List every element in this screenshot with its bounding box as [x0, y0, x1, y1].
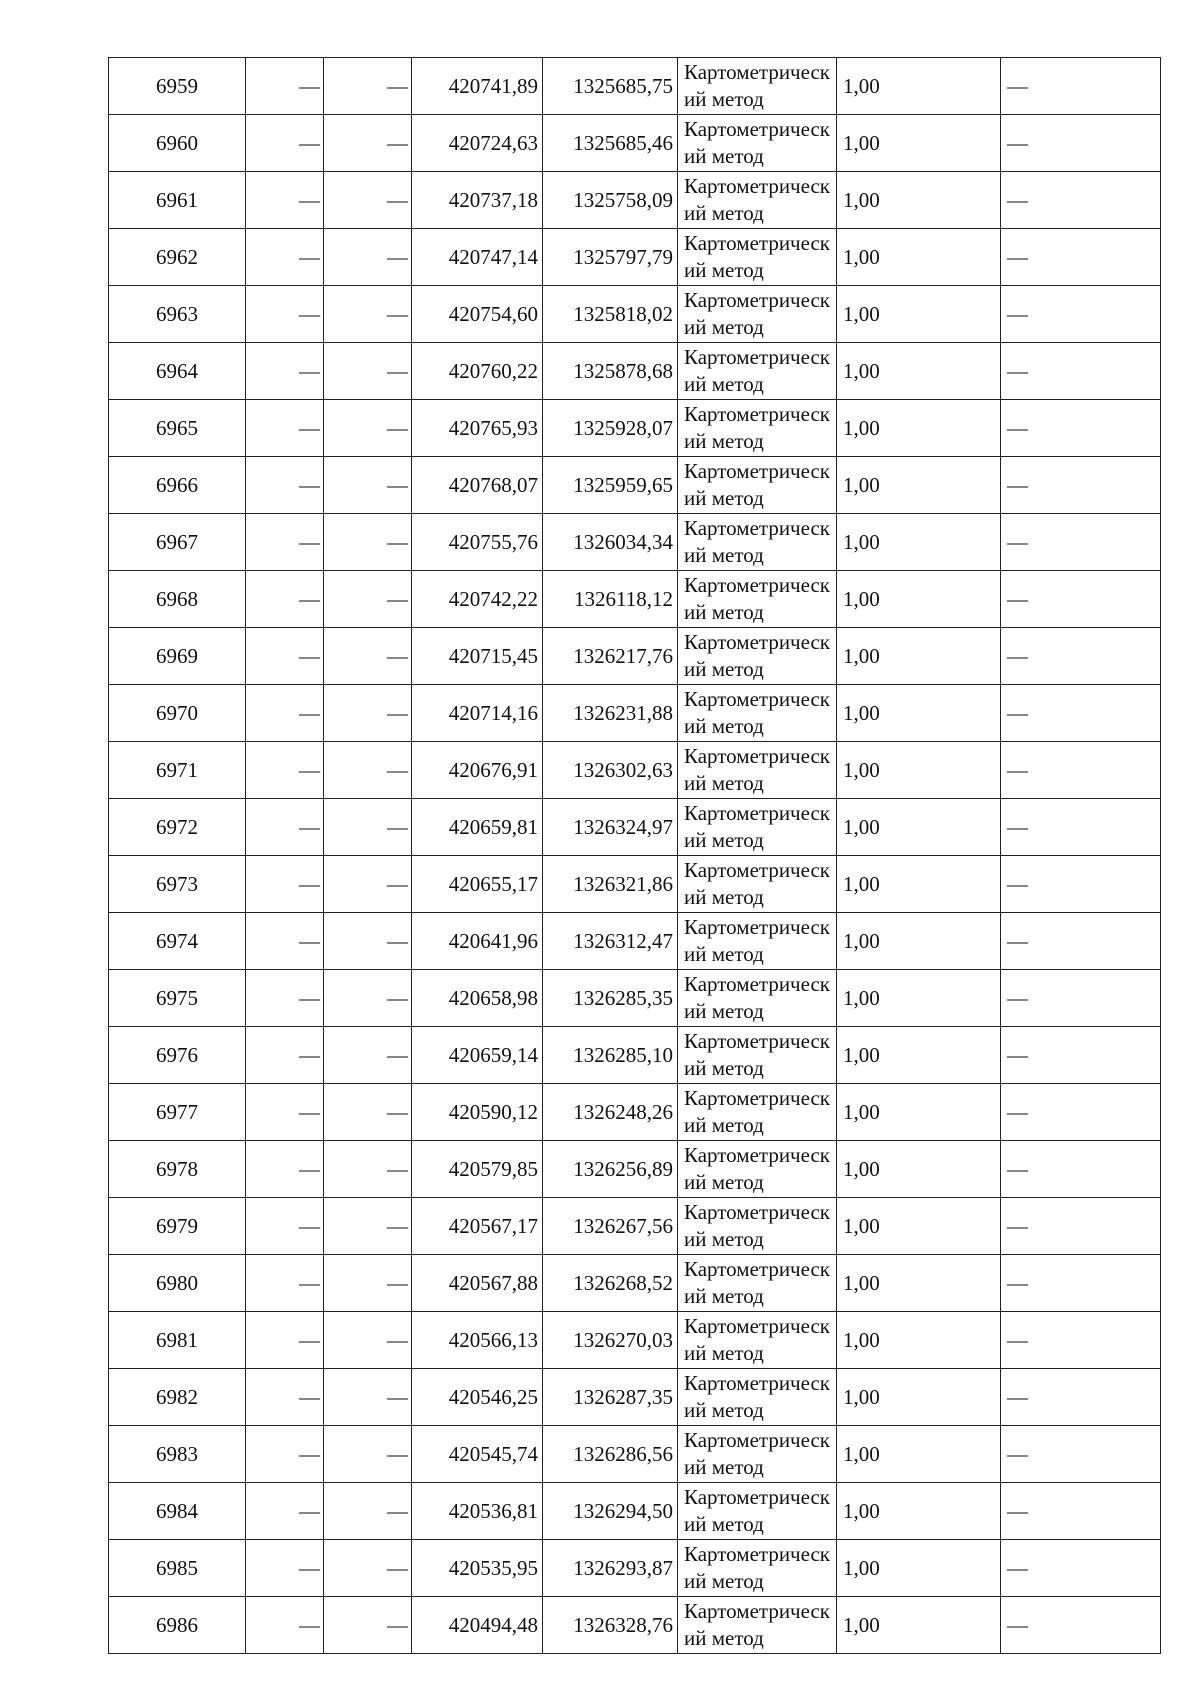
note-cell: — [1001, 1369, 1161, 1426]
coordinate-y-cell: 1326268,52 [543, 1255, 678, 1312]
coordinate-x-cell: 420755,76 [412, 514, 543, 571]
method-cell: Картометрический метод [678, 1255, 837, 1312]
table-row [109, 1027, 1161, 1084]
coordinate-y-cell: 1326302,63 [543, 742, 678, 799]
note-cell: — [1001, 1027, 1161, 1084]
table-row [109, 970, 1161, 1027]
coordinate-y-cell: 1326118,12 [543, 571, 678, 628]
empty-value-cell-1: — [246, 1084, 324, 1141]
method-cell: Картометрический метод [678, 799, 837, 856]
note-cell: — [1001, 457, 1161, 514]
coordinate-y-cell: 1326231,88 [543, 685, 678, 742]
empty-value-cell-2: — [324, 1084, 412, 1141]
point-number-cell: 6980 [109, 1255, 246, 1312]
coordinate-y-cell: 1326324,97 [543, 799, 678, 856]
point-number-cell: 6975 [109, 970, 246, 1027]
coordinate-y-cell: 1326248,26 [543, 1084, 678, 1141]
table-row [109, 628, 1161, 685]
coordinate-x-cell: 420724,63 [412, 115, 543, 172]
accuracy-cell: 1,00 [837, 400, 1001, 457]
point-number-cell: 6973 [109, 856, 246, 913]
point-number-cell: 6985 [109, 1540, 246, 1597]
accuracy-cell: 1,00 [837, 115, 1001, 172]
empty-value-cell-2: — [324, 1255, 412, 1312]
note-cell: — [1001, 1084, 1161, 1141]
accuracy-cell: 1,00 [837, 1312, 1001, 1369]
accuracy-cell: 1,00 [837, 1198, 1001, 1255]
empty-value-cell-2: — [324, 799, 412, 856]
table-row [109, 856, 1161, 913]
method-cell: Картометрический метод [678, 970, 837, 1027]
table-row [109, 1084, 1161, 1141]
coordinate-x-cell: 420765,93 [412, 400, 543, 457]
point-number-cell: 6960 [109, 115, 246, 172]
accuracy-cell: 1,00 [837, 628, 1001, 685]
accuracy-cell: 1,00 [837, 514, 1001, 571]
point-number-cell: 6981 [109, 1312, 246, 1369]
empty-value-cell-1: — [246, 343, 324, 400]
coordinate-y-cell: 1325878,68 [543, 343, 678, 400]
point-number-cell: 6979 [109, 1198, 246, 1255]
empty-value-cell-2: — [324, 685, 412, 742]
method-cell: Картометрический метод [678, 172, 837, 229]
point-number-cell: 6961 [109, 172, 246, 229]
method-cell: Картометрический метод [678, 1426, 837, 1483]
coordinate-x-cell: 420590,12 [412, 1084, 543, 1141]
coordinate-x-cell: 420658,98 [412, 970, 543, 1027]
point-number-cell: 6977 [109, 1084, 246, 1141]
empty-value-cell-1: — [246, 58, 324, 115]
coordinate-y-cell: 1326287,35 [543, 1369, 678, 1426]
note-cell: — [1001, 1312, 1161, 1369]
coordinate-y-cell: 1325928,07 [543, 400, 678, 457]
coordinate-y-cell: 1325797,79 [543, 229, 678, 286]
method-cell: Картометрический метод [678, 1312, 837, 1369]
accuracy-cell: 1,00 [837, 571, 1001, 628]
coordinate-x-cell: 420641,96 [412, 913, 543, 970]
empty-value-cell-2: — [324, 1483, 412, 1540]
point-number-cell: 6974 [109, 913, 246, 970]
method-cell: Картометрический метод [678, 856, 837, 913]
note-cell: — [1001, 1540, 1161, 1597]
method-cell: Картометрический метод [678, 685, 837, 742]
table-row [109, 400, 1161, 457]
method-cell: Картометрический метод [678, 400, 837, 457]
coordinate-x-cell: 420659,81 [412, 799, 543, 856]
method-cell: Картометрический метод [678, 229, 837, 286]
coordinate-y-cell: 1325818,02 [543, 286, 678, 343]
accuracy-cell: 1,00 [837, 229, 1001, 286]
accuracy-cell: 1,00 [837, 1255, 1001, 1312]
empty-value-cell-2: — [324, 58, 412, 115]
empty-value-cell-1: — [246, 742, 324, 799]
point-number-cell: 6966 [109, 457, 246, 514]
coordinate-x-cell: 420754,60 [412, 286, 543, 343]
coordinate-y-cell: 1326321,86 [543, 856, 678, 913]
point-number-cell: 6969 [109, 628, 246, 685]
coordinate-x-cell: 420741,89 [412, 58, 543, 115]
empty-value-cell-2: — [324, 457, 412, 514]
coordinate-x-cell: 420566,13 [412, 1312, 543, 1369]
note-cell: — [1001, 1141, 1161, 1198]
note-cell: — [1001, 1198, 1161, 1255]
empty-value-cell-1: — [246, 400, 324, 457]
accuracy-cell: 1,00 [837, 1426, 1001, 1483]
table-row [109, 343, 1161, 400]
table-row [109, 1426, 1161, 1483]
accuracy-cell: 1,00 [837, 1084, 1001, 1141]
coordinate-y-cell: 1326285,10 [543, 1027, 678, 1084]
note-cell: — [1001, 58, 1161, 115]
method-cell: Картометрический метод [678, 1597, 837, 1654]
empty-value-cell-2: — [324, 1540, 412, 1597]
method-cell: Картометрический метод [678, 628, 837, 685]
empty-value-cell-1: — [246, 1369, 324, 1426]
empty-value-cell-1: — [246, 1483, 324, 1540]
empty-value-cell-1: — [246, 172, 324, 229]
accuracy-cell: 1,00 [837, 1597, 1001, 1654]
table-row [109, 1198, 1161, 1255]
note-cell: — [1001, 1426, 1161, 1483]
coordinates-table-page [108, 57, 1160, 1654]
coordinate-y-cell: 1325685,46 [543, 115, 678, 172]
coordinate-x-cell: 420715,45 [412, 628, 543, 685]
coordinate-y-cell: 1325758,09 [543, 172, 678, 229]
empty-value-cell-1: — [246, 229, 324, 286]
empty-value-cell-1: — [246, 115, 324, 172]
point-number-cell: 6959 [109, 58, 246, 115]
coordinate-x-cell: 420768,07 [412, 457, 543, 514]
note-cell: — [1001, 229, 1161, 286]
table-row [109, 457, 1161, 514]
point-number-cell: 6964 [109, 343, 246, 400]
note-cell: — [1001, 172, 1161, 229]
method-cell: Картометрический метод [678, 514, 837, 571]
empty-value-cell-1: — [246, 1255, 324, 1312]
empty-value-cell-2: — [324, 1198, 412, 1255]
note-cell: — [1001, 970, 1161, 1027]
point-number-cell: 6965 [109, 400, 246, 457]
table-row [109, 913, 1161, 970]
empty-value-cell-1: — [246, 1426, 324, 1483]
note-cell: — [1001, 856, 1161, 913]
coordinate-y-cell: 1326293,87 [543, 1540, 678, 1597]
method-cell: Картометрический метод [678, 1540, 837, 1597]
accuracy-cell: 1,00 [837, 799, 1001, 856]
empty-value-cell-1: — [246, 628, 324, 685]
note-cell: — [1001, 514, 1161, 571]
empty-value-cell-2: — [324, 172, 412, 229]
coordinate-y-cell: 1326270,03 [543, 1312, 678, 1369]
note-cell: — [1001, 799, 1161, 856]
empty-value-cell-2: — [324, 856, 412, 913]
table-row [109, 1141, 1161, 1198]
point-number-cell: 6972 [109, 799, 246, 856]
accuracy-cell: 1,00 [837, 58, 1001, 115]
coordinates-table [108, 57, 1161, 1654]
empty-value-cell-2: — [324, 229, 412, 286]
note-cell: — [1001, 742, 1161, 799]
point-number-cell: 6967 [109, 514, 246, 571]
method-cell: Картометрический метод [678, 58, 837, 115]
empty-value-cell-1: — [246, 1312, 324, 1369]
empty-value-cell-1: — [246, 970, 324, 1027]
accuracy-cell: 1,00 [837, 286, 1001, 343]
empty-value-cell-1: — [246, 1597, 324, 1654]
coordinate-x-cell: 420760,22 [412, 343, 543, 400]
accuracy-cell: 1,00 [837, 1483, 1001, 1540]
table-row [109, 1540, 1161, 1597]
table-row [109, 685, 1161, 742]
point-number-cell: 6976 [109, 1027, 246, 1084]
empty-value-cell-2: — [324, 1597, 412, 1654]
coordinate-x-cell: 420737,18 [412, 172, 543, 229]
accuracy-cell: 1,00 [837, 1540, 1001, 1597]
method-cell: Картометрический метод [678, 1369, 837, 1426]
accuracy-cell: 1,00 [837, 685, 1001, 742]
accuracy-cell: 1,00 [837, 970, 1001, 1027]
table-row [109, 514, 1161, 571]
empty-value-cell-1: — [246, 514, 324, 571]
point-number-cell: 6982 [109, 1369, 246, 1426]
empty-value-cell-1: — [246, 1540, 324, 1597]
empty-value-cell-1: — [246, 799, 324, 856]
coordinate-x-cell: 420545,74 [412, 1426, 543, 1483]
note-cell: — [1001, 400, 1161, 457]
point-number-cell: 6978 [109, 1141, 246, 1198]
table-row [109, 115, 1161, 172]
coordinate-x-cell: 420567,17 [412, 1198, 543, 1255]
accuracy-cell: 1,00 [837, 742, 1001, 799]
note-cell: — [1001, 685, 1161, 742]
coordinate-y-cell: 1325685,75 [543, 58, 678, 115]
coordinate-x-cell: 420536,81 [412, 1483, 543, 1540]
note-cell: — [1001, 1597, 1161, 1654]
table-row [109, 58, 1161, 115]
empty-value-cell-2: — [324, 1141, 412, 1198]
table-row [109, 1255, 1161, 1312]
method-cell: Картометрический метод [678, 1084, 837, 1141]
note-cell: — [1001, 571, 1161, 628]
coordinate-y-cell: 1326256,89 [543, 1141, 678, 1198]
coordinate-x-cell: 420494,48 [412, 1597, 543, 1654]
method-cell: Картометрический метод [678, 1198, 837, 1255]
accuracy-cell: 1,00 [837, 856, 1001, 913]
point-number-cell: 6968 [109, 571, 246, 628]
empty-value-cell-1: — [246, 685, 324, 742]
coordinate-x-cell: 420655,17 [412, 856, 543, 913]
method-cell: Картометрический метод [678, 913, 837, 970]
method-cell: Картометрический метод [678, 1141, 837, 1198]
empty-value-cell-2: — [324, 1312, 412, 1369]
coordinate-y-cell: 1325959,65 [543, 457, 678, 514]
table-row [109, 799, 1161, 856]
method-cell: Картометрический метод [678, 115, 837, 172]
accuracy-cell: 1,00 [837, 1141, 1001, 1198]
coordinate-y-cell: 1326294,50 [543, 1483, 678, 1540]
point-number-cell: 6970 [109, 685, 246, 742]
empty-value-cell-2: — [324, 514, 412, 571]
table-row [109, 172, 1161, 229]
empty-value-cell-1: — [246, 286, 324, 343]
point-number-cell: 6971 [109, 742, 246, 799]
coordinate-y-cell: 1326267,56 [543, 1198, 678, 1255]
coordinate-y-cell: 1326217,76 [543, 628, 678, 685]
accuracy-cell: 1,00 [837, 343, 1001, 400]
note-cell: — [1001, 1483, 1161, 1540]
empty-value-cell-2: — [324, 970, 412, 1027]
accuracy-cell: 1,00 [837, 1027, 1001, 1084]
empty-value-cell-2: — [324, 343, 412, 400]
coordinate-x-cell: 420714,16 [412, 685, 543, 742]
empty-value-cell-2: — [324, 628, 412, 685]
coordinate-y-cell: 1326285,35 [543, 970, 678, 1027]
empty-value-cell-2: — [324, 1027, 412, 1084]
empty-value-cell-1: — [246, 571, 324, 628]
method-cell: Картометрический метод [678, 286, 837, 343]
method-cell: Картометрический метод [678, 457, 837, 514]
accuracy-cell: 1,00 [837, 172, 1001, 229]
method-cell: Картометрический метод [678, 571, 837, 628]
empty-value-cell-2: — [324, 913, 412, 970]
empty-value-cell-1: — [246, 457, 324, 514]
coordinate-x-cell: 420535,95 [412, 1540, 543, 1597]
point-number-cell: 6984 [109, 1483, 246, 1540]
coordinate-x-cell: 420579,85 [412, 1141, 543, 1198]
note-cell: — [1001, 286, 1161, 343]
table-row [109, 571, 1161, 628]
empty-value-cell-1: — [246, 913, 324, 970]
coordinate-x-cell: 420659,14 [412, 1027, 543, 1084]
point-number-cell: 6983 [109, 1426, 246, 1483]
empty-value-cell-2: — [324, 742, 412, 799]
table-body [109, 58, 1161, 1654]
note-cell: — [1001, 628, 1161, 685]
coordinate-x-cell: 420742,22 [412, 571, 543, 628]
note-cell: — [1001, 1255, 1161, 1312]
empty-value-cell-1: — [246, 1027, 324, 1084]
coordinate-x-cell: 420567,88 [412, 1255, 543, 1312]
empty-value-cell-2: — [324, 115, 412, 172]
note-cell: — [1001, 913, 1161, 970]
method-cell: Картометрический метод [678, 1483, 837, 1540]
empty-value-cell-1: — [246, 1198, 324, 1255]
table-row [109, 286, 1161, 343]
method-cell: Картометрический метод [678, 343, 837, 400]
point-number-cell: 6963 [109, 286, 246, 343]
coordinate-y-cell: 1326034,34 [543, 514, 678, 571]
note-cell: — [1001, 115, 1161, 172]
table-row [109, 1369, 1161, 1426]
empty-value-cell-2: — [324, 286, 412, 343]
method-cell: Картометрический метод [678, 1027, 837, 1084]
accuracy-cell: 1,00 [837, 913, 1001, 970]
coordinate-y-cell: 1326286,56 [543, 1426, 678, 1483]
empty-value-cell-2: — [324, 400, 412, 457]
note-cell: — [1001, 343, 1161, 400]
accuracy-cell: 1,00 [837, 457, 1001, 514]
table-row [109, 229, 1161, 286]
coordinate-x-cell: 420747,14 [412, 229, 543, 286]
coordinate-y-cell: 1326328,76 [543, 1597, 678, 1654]
coordinate-x-cell: 420546,25 [412, 1369, 543, 1426]
point-number-cell: 6986 [109, 1597, 246, 1654]
table-row [109, 1597, 1161, 1654]
method-cell: Картометрический метод [678, 742, 837, 799]
empty-value-cell-2: — [324, 571, 412, 628]
table-row [109, 1312, 1161, 1369]
empty-value-cell-1: — [246, 1141, 324, 1198]
empty-value-cell-2: — [324, 1426, 412, 1483]
table-row [109, 1483, 1161, 1540]
empty-value-cell-2: — [324, 1369, 412, 1426]
coordinate-x-cell: 420676,91 [412, 742, 543, 799]
point-number-cell: 6962 [109, 229, 246, 286]
coordinate-y-cell: 1326312,47 [543, 913, 678, 970]
empty-value-cell-1: — [246, 856, 324, 913]
table-row [109, 742, 1161, 799]
accuracy-cell: 1,00 [837, 1369, 1001, 1426]
